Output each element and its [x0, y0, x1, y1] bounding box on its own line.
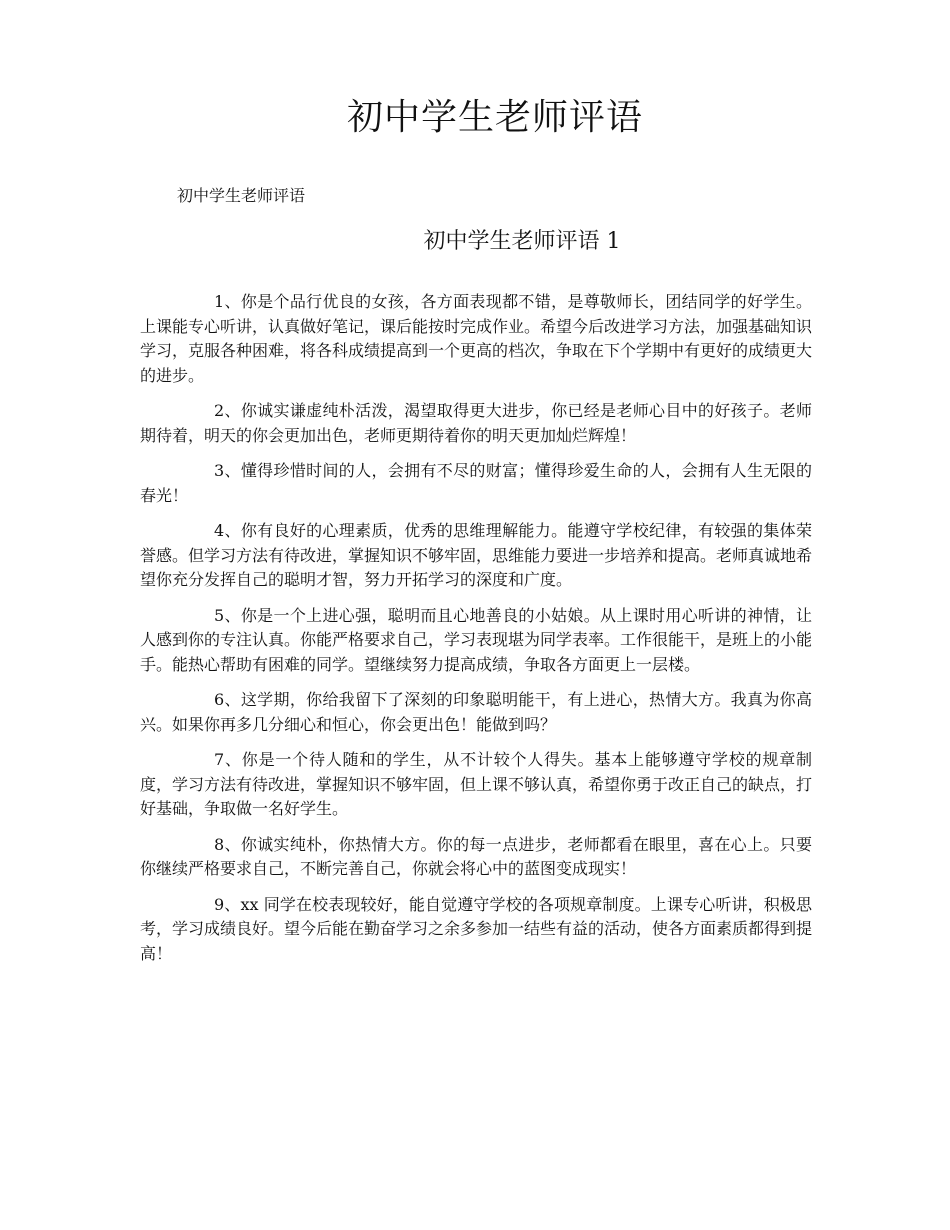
paragraph-7: 7、你是一个待人随和的学生，从不计较个人得失。基本上能够遵守学校的规章制度，学习方法有待改进，掌握知识不够牢固，但上课不够认真，希望你勇于改正自己的缺点，打好基础，争取做一名好学生。	[140, 750, 813, 818]
document-title: 初中学生老师评语	[346, 97, 643, 138]
section-heading: 初中学生老师评语 1	[423, 229, 621, 254]
paragraph-5: 5、你是一个上进心强，聪明而且心地善良的小姑娘。从上课时用心听讲的神情，让人感到你的专注认真。你能严格要求自己，学习表现堪为同学表率。工作很能干，是班上的小能手。能热心帮助有困难的同学。望继续努力提高成绩，争取各方面更上一层楼。	[140, 605, 813, 674]
paragraph-3: 3、懂得珍惜时间的人，会拥有不尽的财富；懂得珍爱生命的人，会拥有人生无限的春光！	[140, 461, 812, 505]
paragraph-8: 8、你诚实纯朴，你热情大方。你的每一点进步，老师都看在眼里，喜在心上。只要你继续严格要求自己，不断完善自己，你就会将心中的蓝图变成现实！	[140, 834, 812, 878]
paragraph-6: 6、这学期，你给我留下了深刻的印象聪明能干，有上进心，热情大方。我真为你高兴。如果你再多几分细心和恒心，你会更出色！能做到吗？	[140, 690, 812, 734]
paragraph-1: 1、你是个品行优良的女孩，各方面表现都不错，是尊敬师长，团结同学的好学生。上课能专心听讲，认真做好笔记，课后能按时完成作业。希望今后改进学习方法，加强基础知识学习，克服各种困难，将各科成绩提高到一个更高的档次，争取在下个学期中有更好的成绩更大的进步。	[140, 292, 813, 385]
paragraph-4: 4、你有良好的心理素质，优秀的思维理解能力。能遵守学校纪律，有较强的集体荣誉感。但学习方法有待改进，掌握知识不够牢固，思维能力要进一步培养和提高。老师真诚地希望你充分发挥自己的聪明才智，努力开拓学习的深度和广度。	[140, 521, 813, 589]
paragraph-9: 9、xx 同学在校表现较好，能自觉遵守学校的各项规章制度。上课专心听讲，积极思考，学习成绩良好。望今后能在勤奋学习之余多参加一结些有益的活动，使各方面素质都得到提高！	[140, 894, 813, 963]
document-body	[140, 290, 812, 977]
paragraph-2: 2、你诚实谦虚纯朴活泼，渴望取得更大进步，你已经是老师心目中的好孩子。老师期待着，明天的你会更加出色，老师更期待着你的明天更加灿烂辉煌！	[140, 401, 812, 445]
document-subtitle: 初中学生老师评语	[177, 186, 306, 205]
